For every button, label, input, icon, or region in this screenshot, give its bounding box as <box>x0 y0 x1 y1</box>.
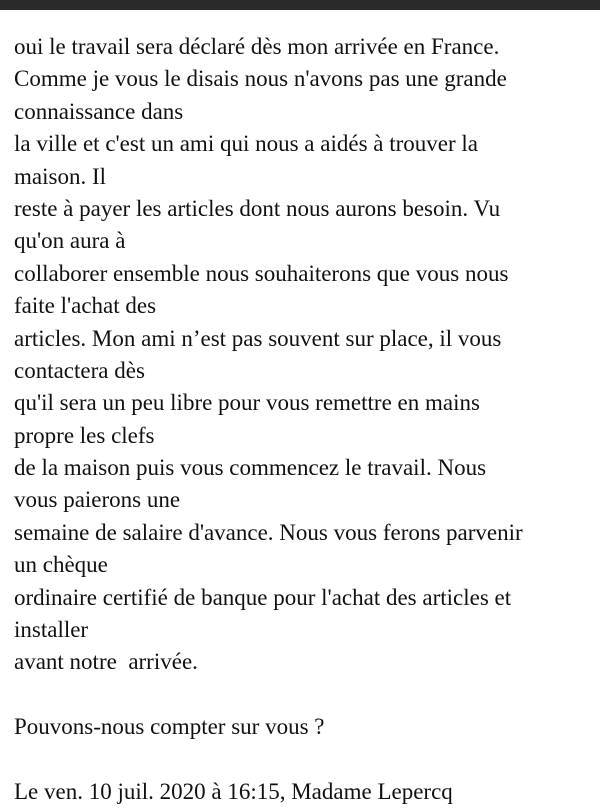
message-line: la ville et c'est un ami qui nous a aidés à trouver la <box>14 131 478 157</box>
message-line: faite l'achat des <box>14 293 157 319</box>
message-line: qu'on aura à <box>14 228 126 254</box>
top-status-bar <box>0 0 600 10</box>
message-line: semaine de salaire d'avance. Nous vous ferons parvenir <box>14 519 523 545</box>
message-line: collaborer ensemble nous souhaiterons que vous nous <box>14 260 509 286</box>
message-line: connaissance dans <box>14 98 184 124</box>
message-line: qu'il sera un peu libre pour vous remettre en mains <box>14 390 480 416</box>
message-line: contactera dès <box>14 357 145 383</box>
quoted-reply-header[interactable]: Le ven. 10 juil. 2020 à 16:15, Madame Lepercq <box>14 778 453 804</box>
message-line: de la maison puis vous commencez le travail. Nous <box>14 455 487 481</box>
message-line: oui le travail sera déclaré dès mon arrivée en France. <box>14 34 500 59</box>
question-line: Pouvons-nous compter sur vous ? <box>14 714 325 740</box>
message-line: avant notre arrivée. <box>14 649 198 675</box>
message-line: Comme je vous le disais nous n'avons pas une grande <box>14 66 507 92</box>
message-line: vous paierons une <box>14 487 181 513</box>
email-message-body <box>14 31 594 808</box>
message-line: installer <box>14 617 89 643</box>
message-line: un chèque <box>14 552 108 578</box>
message-line: articles. Mon ami n’est pas souvent sur place, il vous <box>14 325 502 351</box>
blank-line <box>14 744 594 776</box>
message-line: ordinaire certifié de banque pour l'achat des articles et <box>14 584 512 610</box>
message-line: maison. Il <box>14 163 106 189</box>
message-line: propre les clefs <box>14 422 155 448</box>
message-line: reste à payer les articles dont nous aurons besoin. Vu <box>14 195 501 221</box>
blank-line <box>14 679 594 711</box>
